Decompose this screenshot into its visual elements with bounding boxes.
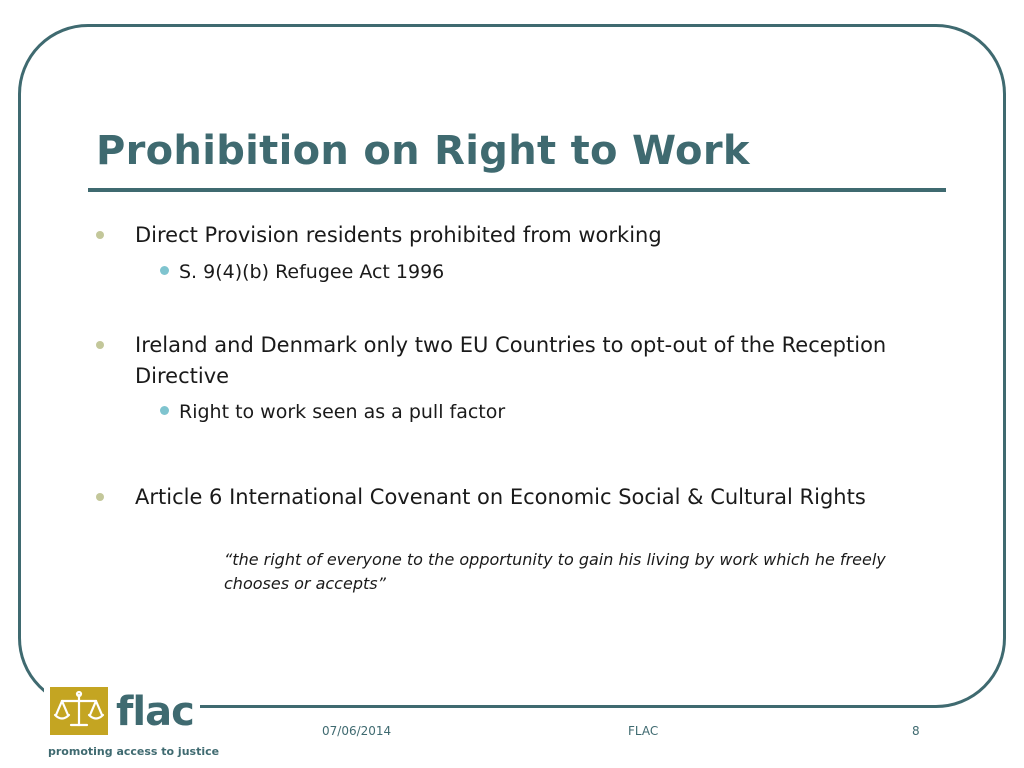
sub-bullet-text: S. 9(4)(b) Refugee Act 1996 <box>179 261 445 283</box>
flac-logo <box>44 683 220 765</box>
bullet-dot-icon <box>96 493 104 501</box>
bullet-dot-icon <box>96 231 104 239</box>
bullet-dot-icon <box>96 341 104 349</box>
slide-title: Prohibition on Right to Work <box>96 128 750 174</box>
sub-bullet-dot-icon <box>160 406 169 415</box>
footer-page-number: 8 <box>912 724 920 738</box>
bullet-text: Article 6 International Covenant on Economic Social & Cultural Rights <box>135 485 866 509</box>
footer-date: 07/06/2014 <box>322 724 392 738</box>
covenant-quote: “the right of everyone to the opportunity to gain his living by work which he freely chooses or accepts” <box>224 550 886 593</box>
scales-of-justice-icon <box>50 687 108 735</box>
title-divider <box>88 188 946 192</box>
sub-bullet-dot-icon <box>160 266 169 275</box>
sub-bullet-text: Right to work seen as a pull factor <box>179 401 506 423</box>
footer-organisation: FLAC <box>628 724 659 738</box>
logo-tagline: promoting access to justice <box>48 745 220 758</box>
bullet-text: Direct Provision residents prohibited from working <box>135 223 662 247</box>
logo-wordmark: flac <box>116 689 194 735</box>
bullet-text: Ireland and Denmark only two EU Countries to opt-out of the Reception Directive <box>135 333 887 388</box>
